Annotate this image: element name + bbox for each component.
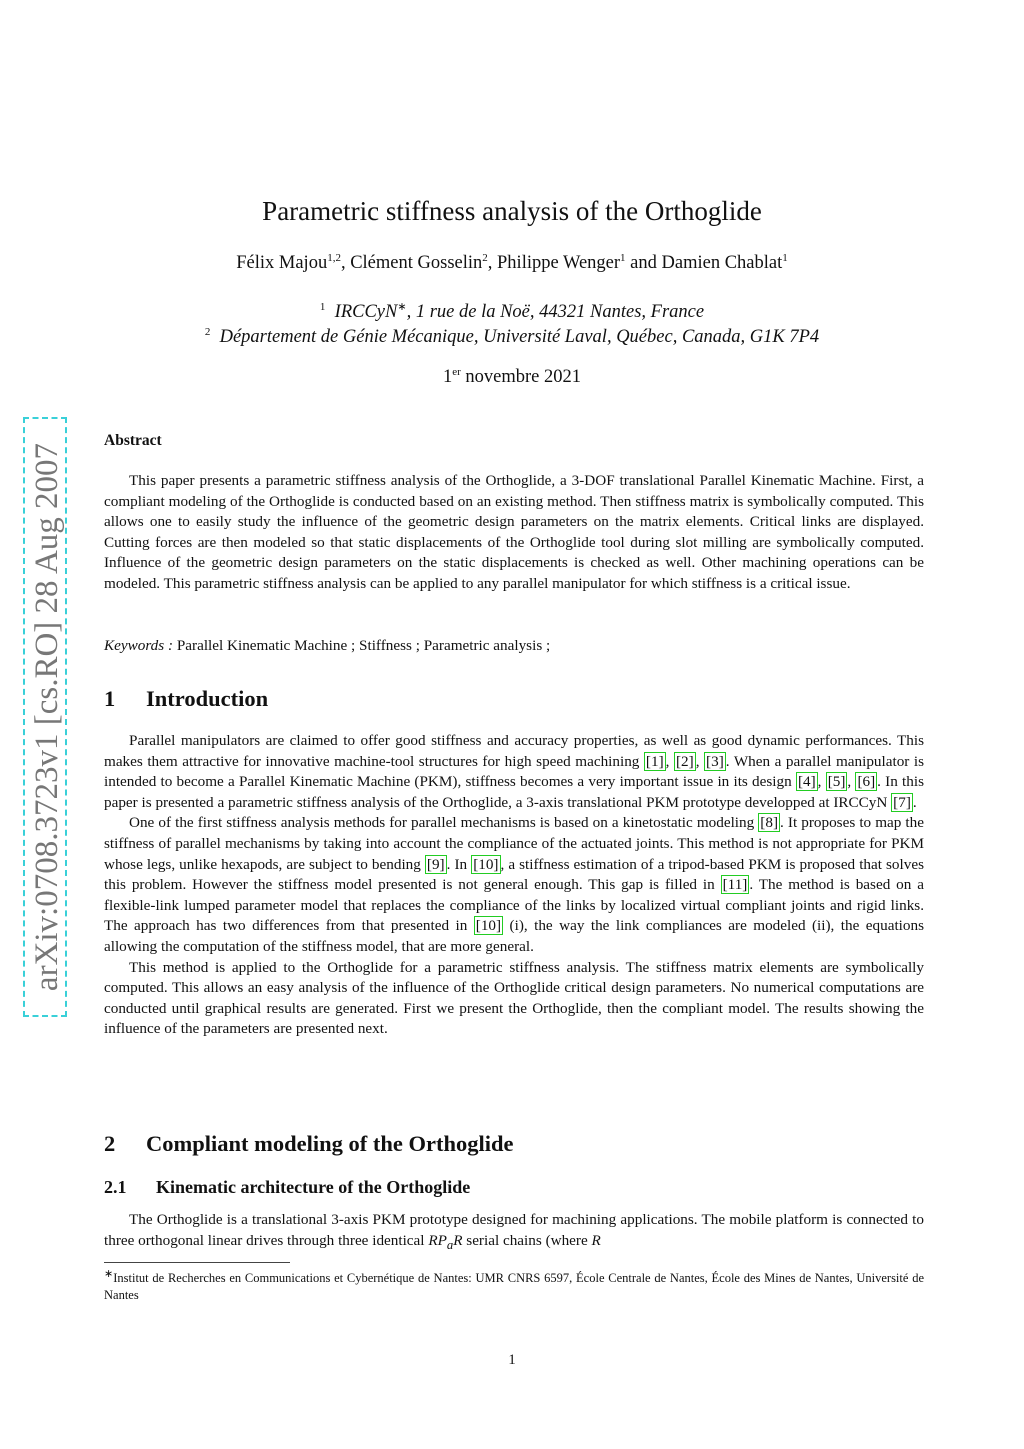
citation-link[interactable]: [10]	[475, 917, 502, 935]
author-affil-mark: 2	[482, 252, 488, 264]
paper-title: Parametric stiffness analysis of the Orthoglide	[262, 196, 762, 226]
affiliation-mark: 2	[204, 326, 211, 338]
affiliation-address: , 1 rue de la Noë, 44321 Nantes, France	[406, 302, 705, 323]
author-list	[0, 252, 1024, 274]
affiliation-name: IRCCyN	[334, 302, 398, 323]
affiliation-name: Département de Génie Mécanique, Université Laval, Québec, Canada, G1K 7P4	[219, 327, 820, 348]
affiliation-1	[0, 300, 1024, 323]
text-run: . The method is based on a flexible-link lumped parameter model that replaces the compliance of the links by localized virtual compliant joints and rigid links. The approach has two differences from that presented in	[104, 876, 924, 935]
text-run: The Orthoglide is a translational 3-axis PKM prototype designed for machining applications. The mobile platform is connected to three orthogonal linear drives through three identical	[104, 1211, 924, 1249]
text-run: . In this paper is presented a parametric stiffness analysis of the Orthoglide, a 3-axis translational PKM prototype developped at IRCCyN	[104, 773, 924, 811]
intro-paragraph-2	[104, 813, 924, 957]
keywords	[104, 637, 550, 655]
footnote-mark: ∗	[104, 1268, 114, 1280]
text-run: ,	[847, 773, 856, 791]
footnote-star: ∗	[397, 301, 407, 313]
author-affil-mark: 1	[782, 252, 788, 264]
introduction-body	[104, 731, 924, 1040]
author-separator: ,	[340, 253, 351, 274]
affiliation-2	[0, 326, 1024, 348]
citation-link[interactable]: [6]	[857, 773, 876, 791]
intro-paragraph-1	[104, 731, 924, 813]
text-run: ,	[695, 752, 705, 770]
footnote-text: Institut de Recherches en Communications et Cybernétique de Nantes: UMR CNRS 6597, École Centrale de Nantes, École des Mines de Nantes, Université de Nantes	[104, 1271, 924, 1302]
citation-link[interactable]: [1]	[645, 752, 664, 770]
keywords-label: Keywords :	[104, 637, 174, 654]
author-separator: ,	[487, 253, 498, 274]
page-number: 1	[508, 1352, 516, 1368]
citation-link[interactable]: [11]	[722, 876, 748, 894]
text-run: . When a parallel manipulator is intended to become a Parallel Kinematic Machine (PKM), stiffness becomes a very important issue in its design	[104, 752, 925, 791]
text-run: serial chains (where	[462, 1231, 592, 1249]
section-title: Compliant modeling of the Orthoglide	[146, 1131, 514, 1156]
citation-link[interactable]: [7]	[893, 793, 911, 811]
footnote	[104, 1266, 924, 1303]
abstract-body	[104, 471, 924, 595]
citation-link[interactable]: [3]	[706, 752, 724, 770]
abstract-text: This paper presents a parametric stiffness analysis of the Orthoglide, a 3-DOF translational Parallel Kinematic Machine. First, a compliant modeling of the Orthoglide is conducted based on an existing method. Then stiffness matrix is symbolically computed. This allows one to easily study the influence of the geometric design parameters on the matrix elements. Critical links are displayed. Cutting forces are then modeled so that static displacements of the Orthoglide tool during slot milling are symbolically computed. Influence of the geometric design parameters on the static displacements is checked as well. Other machining operations can be modeled. This parametric stiffness analysis can be applied to any parallel manipulator for which stiffness is a critical issue.	[104, 472, 924, 592]
text-run: Parallel manipulators are claimed to offer good stiffness and accuracy properties, as well as good dynamic performances. This makes them attractive for innovative machine-tool structures for high speed machining	[104, 732, 924, 770]
abstract-heading: Abstract	[104, 432, 162, 449]
text-run: , a stiffness estimation of a tripod-based PKM is proposed that solves this problem. However the stiffness model presented is not general enough. This gap is filled in	[104, 855, 924, 894]
text-run: . It proposes to map the stiffness of parallel mechanisms by taking into account the compliance of the actuated joints. This method is not appropriate for PKM whose legs, unlike hexapods, are subject to bending	[104, 814, 924, 873]
date-day: 1	[442, 367, 453, 388]
section-heading-compliant-modeling	[104, 1131, 514, 1157]
text-run: One of the first stiffness analysis methods for parallel mechanisms is based on a kinetostatic modeling	[129, 814, 759, 832]
section-title: Introduction	[146, 686, 269, 711]
citation-link[interactable]: [10]	[473, 855, 499, 873]
keywords-text: Parallel Kinematic Machine ; Stiffness ; Parametric analysis ;	[173, 637, 551, 654]
date-month-year: novembre 2021	[460, 367, 582, 388]
section-number: 2	[104, 1131, 116, 1156]
arxiv-identifier: arXiv:0708.3723v1 [cs.RO] 28 Aug 2007	[23, 417, 67, 1017]
date	[0, 366, 1024, 388]
subsection-title: Kinematic architecture of the Orthoglide	[156, 1177, 471, 1197]
author-name: Félix Majou	[236, 253, 328, 274]
text-run: ,	[665, 752, 674, 770]
kinematic-body	[104, 1210, 924, 1255]
text-run: . In	[446, 855, 472, 873]
text-run: ,	[817, 773, 826, 791]
author-name: Damien Chablat	[661, 253, 783, 274]
author-name: Clément Gosselin	[350, 253, 483, 274]
citation-link[interactable]: [4]	[797, 773, 816, 791]
author-affil-mark: 1	[620, 252, 626, 264]
author-name: Philippe Wenger	[497, 253, 621, 274]
affiliation-mark: 1	[319, 301, 326, 313]
section-heading-introduction	[104, 686, 268, 712]
author-separator: and	[625, 253, 662, 274]
citation-link[interactable]: [9]	[426, 855, 445, 873]
text-run: .	[912, 793, 917, 811]
footnote-rule	[104, 1262, 290, 1263]
math-chain: R	[453, 1231, 463, 1249]
math-subscript: a	[446, 1237, 454, 1252]
date-ordinal: er	[452, 366, 461, 378]
subsection-number: 2.1	[104, 1177, 127, 1197]
kinematic-paragraph	[104, 1210, 924, 1255]
text-run: (i), the way the link compliances are modeled (ii), the equations allowing the computation of the stiffness model, that are more general.	[104, 917, 924, 955]
author-affil-mark: 1,2	[327, 252, 341, 264]
intro-paragraph-3: This method is applied to the Orthoglide for a parametric stiffness analysis. The stiffness matrix elements are symbolically computed. This allows an easy analysis of the influence of the Orthoglide critical design parameters. No numerical computations are conducted until graphical results are generated. First we present the Orthoglide, then the compliant model. The results showing the influence of the parameters are presented next.	[104, 958, 924, 1038]
subsection-heading-kinematic-architecture	[104, 1177, 470, 1198]
citation-link[interactable]: [8]	[760, 814, 779, 832]
citation-link[interactable]: [5]	[827, 773, 846, 791]
citation-link[interactable]: [2]	[675, 752, 694, 770]
math-variable: R	[591, 1231, 601, 1249]
section-number: 1	[104, 686, 116, 711]
math-chain: RP	[428, 1231, 447, 1249]
